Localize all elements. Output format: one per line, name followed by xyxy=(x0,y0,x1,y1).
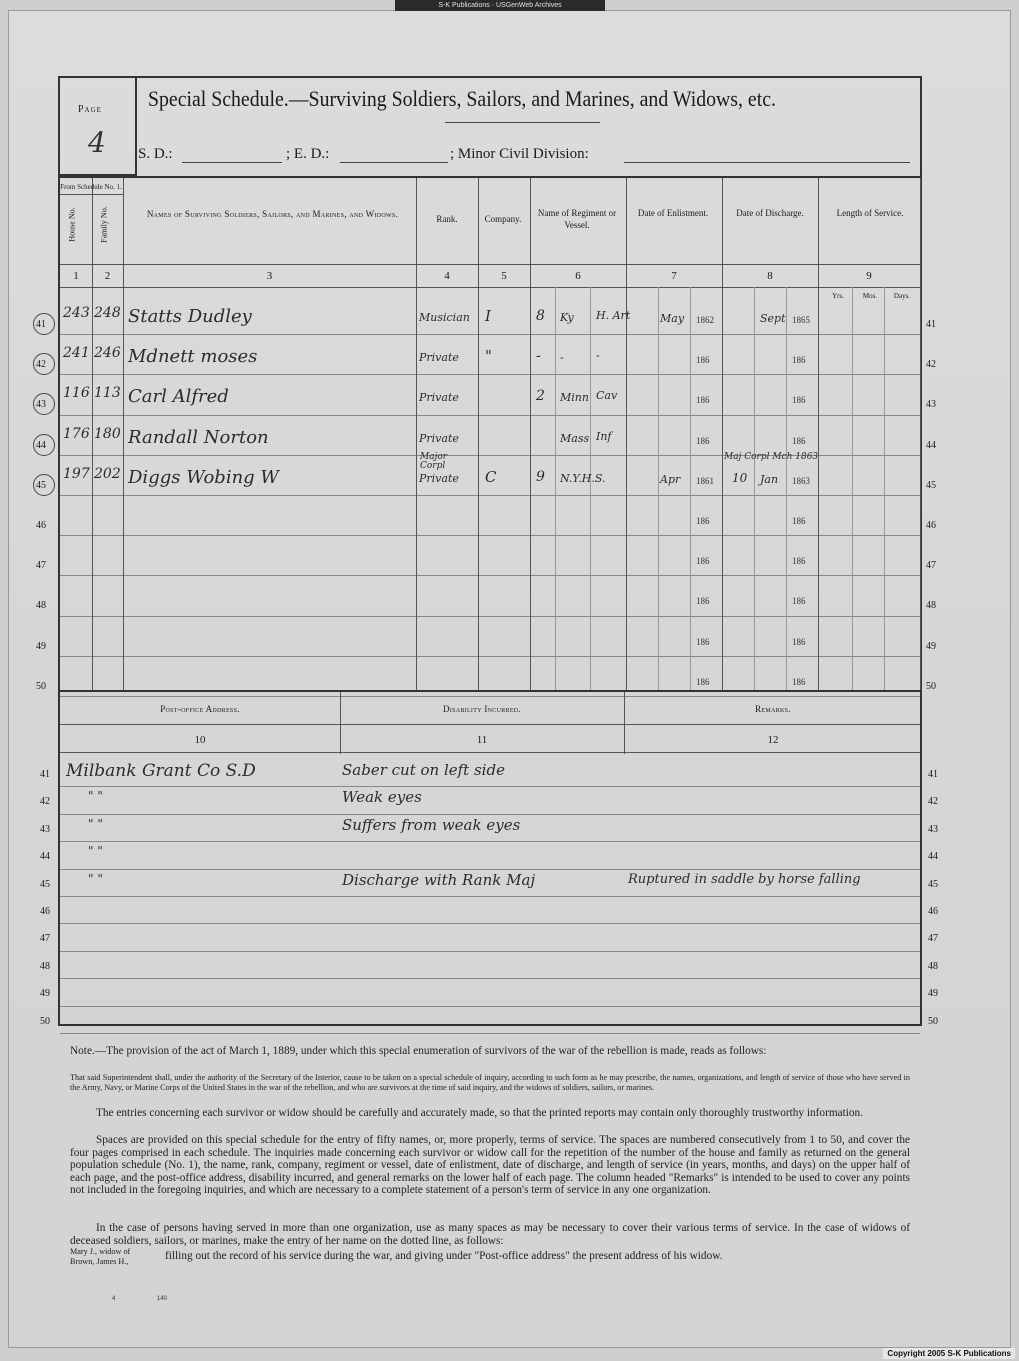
row-number-left: 42 xyxy=(36,359,46,370)
upper-column-rule xyxy=(416,178,417,690)
col-num-10: 10 xyxy=(194,734,206,746)
enlistment-year: 186 xyxy=(696,436,710,446)
regiment-number: - xyxy=(536,348,541,364)
lower-column-rule xyxy=(624,692,625,754)
upper-column-rule xyxy=(530,178,531,690)
lower-row-number-right: 45 xyxy=(928,879,938,890)
lower-row-number-left: 46 xyxy=(40,906,50,917)
discharge-month: Jan xyxy=(760,473,779,486)
lower-row-number-left: 45 xyxy=(40,879,50,890)
postoffice-address: Milbank Grant Co S.D xyxy=(66,761,256,781)
title-rule xyxy=(445,122,600,123)
note-paragraph-1: Note.—The provision of the act of March 1, 1889, under which this special enumeration of survivors of the war of the rebellion is made, reads as follows: xyxy=(70,1045,767,1057)
rank: Private xyxy=(419,351,459,364)
lower-row-rule xyxy=(60,786,920,787)
house-number: 116 xyxy=(63,385,90,401)
footer-left: 4 xyxy=(112,1296,116,1302)
mcd-label: ; Minor Civil Division: xyxy=(450,146,589,162)
company: " xyxy=(485,347,492,365)
upper-sub-rule xyxy=(754,287,755,690)
discharge-year: 186 xyxy=(792,596,806,606)
soldier-name: Carl Alfred xyxy=(128,386,229,407)
discharge-month: Sept xyxy=(760,312,786,325)
lower-row-number-right: 43 xyxy=(928,824,938,835)
enlistment-year: 186 xyxy=(696,596,710,606)
enlistment-year: 186 xyxy=(696,355,710,365)
note-paragraph-4: Spaces are provided on this special schedule for the entry of fifty names, or, more properly, terms of service. The spaces are numbered consecutively from 1 to 50, and cover the four pages comprised in each schedule. The inquiries made concerning each survivor or widow call for the repetition of the number of the house and family as returned on the general population schedule (No. 1), the name, rank, company, regiment or vessel, date of enlistment, date of discharge, and length of service (in years, months, and days) on the upper half of each page, and the post-office address, disability incurred, and general remarks on the lower half of each page. The column headed "Remarks" is intended to be used to cover any points not included in the foregoing inquiries, and which are necessary to a complete statement of a person's term of service in any one organization. xyxy=(70,1134,910,1197)
ed-blank xyxy=(340,162,448,163)
rank-note: Major Corpl xyxy=(420,452,448,471)
archive-banner: S-K Publications · USGenWeb Archives xyxy=(395,0,605,11)
enlistment-header: Date of Enlistment. xyxy=(637,208,709,218)
regiment-state: Minn xyxy=(560,391,589,404)
yrs-header: Yrs. xyxy=(832,292,844,300)
row-number-left: 49 xyxy=(36,641,46,652)
regiment-state: N.Y.H.S. xyxy=(560,472,606,485)
rank: Musician xyxy=(419,311,470,324)
row-circle-mark xyxy=(33,393,55,415)
col-num-9: 9 xyxy=(866,270,872,282)
upper-column-rule xyxy=(626,178,627,690)
upper-sub-rule xyxy=(555,287,556,690)
discharge-day: 10 xyxy=(732,471,748,485)
rank-header: Rank. xyxy=(436,214,458,224)
upper-row-rule xyxy=(60,696,920,697)
lower-row-number-left: 49 xyxy=(40,988,50,999)
ed-label: ; E. D.: xyxy=(286,146,330,162)
regiment-state: - xyxy=(560,351,564,364)
lower-row-number-right: 49 xyxy=(928,988,938,999)
postoffice-address: " " xyxy=(88,872,103,886)
soldier-name: Mdnett moses xyxy=(128,346,258,367)
discharge-year: 186 xyxy=(792,436,806,446)
lower-row-rule xyxy=(60,1033,920,1034)
row-number-left: 45 xyxy=(36,480,46,491)
upper-column-rule xyxy=(722,178,723,690)
lower-column-rule xyxy=(340,692,341,754)
lower-row-number-left: 41 xyxy=(40,769,50,780)
disability-incurred: Suffers from weak eyes xyxy=(342,816,521,834)
soldier-name: Randall Norton xyxy=(128,427,269,448)
upper-row-rule xyxy=(60,535,920,536)
rank: Private xyxy=(419,472,459,485)
row-number-left: 47 xyxy=(36,560,46,571)
house-number: 241 xyxy=(63,345,90,361)
row-circle-mark xyxy=(33,434,55,456)
family-no-header: Family No. xyxy=(99,206,109,243)
enlistment-month: Apr xyxy=(660,473,681,486)
postoffice-header: Post-office Address. xyxy=(160,704,240,714)
upper-sub-rule xyxy=(884,287,885,690)
note-paragraph-3: The entries concerning each survivor or widow should be carefully and accurately made, so that the printed reports may contain only thoroughly trustworthy information. xyxy=(96,1107,864,1119)
discharge-year: 1863 xyxy=(792,476,810,486)
soldier-name: Diggs Wobing W xyxy=(128,467,279,488)
row-circle-mark xyxy=(33,313,55,335)
note-example-2: Brown, James H., xyxy=(70,1257,129,1266)
lower-row-number-left: 50 xyxy=(40,1016,50,1027)
postoffice-address: " " xyxy=(88,844,103,858)
row-number-right: 49 xyxy=(926,641,936,652)
lower-head-rule xyxy=(60,724,920,725)
upper-sub-rule xyxy=(658,287,659,690)
regiment-header: Name of Regiment or Vessel. xyxy=(537,208,617,230)
upper-column-rule xyxy=(92,178,93,690)
discharge-year: 186 xyxy=(792,556,806,566)
note-paragraph-2: That said Superintendent shall, under the authority of the Secretary of the Interior, cause to be taken on a special schedule of inquiry, according to such form as he may prescribe, the names, organizations, and length of service of those who have served in the Army, Navy, or Marine Corps of the United States in the war of the rebellion, and who are survivors at the time of said inquiry, and the widows of soldiers, sailors, or marines. xyxy=(70,1073,910,1092)
family-number: 113 xyxy=(94,385,121,401)
mos-header: Mos. xyxy=(862,292,878,300)
days-header: Days. xyxy=(893,292,911,300)
row-number-left: 41 xyxy=(36,319,46,330)
row-number-right: 43 xyxy=(926,399,936,410)
enlistment-year: 186 xyxy=(696,395,710,405)
row-number-right: 47 xyxy=(926,560,936,571)
col-num-2: 2 xyxy=(104,270,111,282)
names-header: Names of Surviving Soldiers, Sailors, and Marines, and Widows. xyxy=(146,209,399,219)
upper-row-rule xyxy=(60,575,920,576)
col-num-6: 6 xyxy=(575,270,581,282)
lower-row-number-right: 44 xyxy=(928,851,938,862)
col-num-12: 12 xyxy=(767,734,779,746)
discharge-year: 1865 xyxy=(792,315,810,325)
enlistment-year: 186 xyxy=(696,516,710,526)
discharge-year: 186 xyxy=(792,677,806,687)
upper-column-rule xyxy=(818,178,819,690)
lower-row-rule xyxy=(60,814,920,815)
regiment-branch: - xyxy=(596,349,600,362)
discharge-year: 186 xyxy=(792,355,806,365)
row-number-right: 48 xyxy=(926,600,936,611)
col-num-5: 5 xyxy=(501,270,507,282)
family-number: 248 xyxy=(94,305,121,321)
enlistment-month: May xyxy=(660,312,685,325)
house-number: 176 xyxy=(63,426,90,442)
discharge-year: 186 xyxy=(792,637,806,647)
remarks-header: Remarks. xyxy=(755,704,791,714)
row-number-left: 46 xyxy=(36,520,46,531)
family-number: 202 xyxy=(94,466,121,482)
header-top-rule xyxy=(137,176,920,178)
disability-incurred: Saber cut on left side xyxy=(342,761,505,779)
col-num-4: 4 xyxy=(444,270,450,282)
upper-column-rule xyxy=(478,178,479,690)
enlistment-year: 186 xyxy=(696,677,710,687)
company-header: Company. xyxy=(484,214,522,224)
upper-sub-rule xyxy=(852,287,853,690)
family-number: 246 xyxy=(94,345,121,361)
copyright-notice: Copyright 2005 S-K Publications xyxy=(883,1348,1015,1359)
row-number-right: 44 xyxy=(926,440,936,451)
lower-row-rule xyxy=(60,841,920,842)
upper-row-rule xyxy=(60,374,920,375)
lower-row-rule xyxy=(60,951,920,952)
mcd-blank xyxy=(624,162,910,163)
house-number: 197 xyxy=(63,466,90,482)
row-circle-mark xyxy=(33,474,55,496)
lower-row-number-right: 42 xyxy=(928,796,938,807)
lower-row-rule xyxy=(60,923,920,924)
disability-header: Disability Incurred. xyxy=(443,704,521,714)
row-number-left: 48 xyxy=(36,600,46,611)
discharge-year: 186 xyxy=(792,395,806,405)
lower-row-number-left: 44 xyxy=(40,851,50,862)
row-number-right: 50 xyxy=(926,681,936,692)
lower-row-number-right: 48 xyxy=(928,961,938,972)
postoffice-address: " " xyxy=(88,789,103,803)
row-circle-mark xyxy=(33,353,55,375)
regiment-number: 8 xyxy=(536,308,545,324)
row-number-right: 46 xyxy=(926,520,936,531)
length-header: Length of Service. xyxy=(836,208,904,218)
rank: Private xyxy=(419,391,459,404)
col-num-3: 3 xyxy=(266,270,273,282)
col-num-8: 8 xyxy=(767,270,773,282)
lower-row-number-left: 43 xyxy=(40,824,50,835)
page-title: Special Schedule.—Surviving Soldiers, Sailors, and Marines, and Widows, etc. xyxy=(148,86,776,111)
regiment-state: Ky xyxy=(560,311,574,324)
discharge-year: 186 xyxy=(792,516,806,526)
upper-bottom-rule xyxy=(60,690,920,692)
col-num-1: 1 xyxy=(73,270,79,282)
upper-row-rule xyxy=(60,656,920,657)
regiment-branch: H. Art xyxy=(596,309,631,322)
col-num-7: 7 xyxy=(671,270,677,282)
row-number-left: 43 xyxy=(36,399,46,410)
enlistment-year: 1861 xyxy=(696,476,714,486)
lower-row-number-right: 41 xyxy=(928,769,938,780)
house-number: 243 xyxy=(63,305,90,321)
from-schedule-header: From Schedule No. 1. xyxy=(60,183,122,191)
lower-row-rule xyxy=(60,896,920,897)
row-number-right: 42 xyxy=(926,359,936,370)
upper-sub-rule xyxy=(786,287,787,690)
upper-row-rule xyxy=(60,415,920,416)
disability-incurred: Weak eyes xyxy=(342,788,422,806)
enlistment-year: 186 xyxy=(696,556,710,566)
lower-row-number-right: 46 xyxy=(928,906,938,917)
note-example-1: Mary J., widow of xyxy=(70,1247,131,1256)
discharge-header: Date of Discharge. xyxy=(736,208,804,218)
page-label: Page xyxy=(78,104,102,115)
column-num-rule xyxy=(60,287,920,288)
sd-label: S. D.: xyxy=(138,146,173,162)
column-head-rule xyxy=(60,264,920,265)
regiment-number: 9 xyxy=(536,469,545,485)
soldier-name: Statts Dudley xyxy=(128,306,252,327)
row-number-right: 41 xyxy=(926,319,936,330)
row-number-right: 45 xyxy=(926,480,936,491)
sd-blank xyxy=(182,162,282,163)
family-number: 180 xyxy=(94,426,121,442)
lower-bottom-rule xyxy=(60,1024,920,1026)
regiment-branch: Cav xyxy=(596,389,618,402)
regiment-branch: Inf xyxy=(596,430,612,443)
remarks: Ruptured in saddle by horse falling xyxy=(628,872,861,887)
upper-row-rule xyxy=(60,616,920,617)
row-number-left: 50 xyxy=(36,681,46,692)
col-num-11: 11 xyxy=(476,734,488,746)
disability-incurred: Discharge with Rank Maj xyxy=(342,871,536,889)
enlistment-year: 186 xyxy=(696,637,710,647)
lower-row-rule xyxy=(60,1006,920,1007)
footer-mid: 140 xyxy=(157,1296,168,1302)
discharge-note: Maj Corpl Mch 1863 xyxy=(724,452,819,462)
company: C xyxy=(485,468,497,486)
upper-column-rule xyxy=(920,178,921,690)
row-number-left: 44 xyxy=(36,440,46,451)
page-box-bottom xyxy=(60,176,138,178)
note-paragraph-6: filling out the record of his service during the war, and giving under "Post-office address" the present address of his widow. xyxy=(165,1250,723,1262)
upper-sub-rule xyxy=(590,287,591,690)
lower-row-number-left: 48 xyxy=(40,961,50,972)
lower-num-rule xyxy=(60,752,920,753)
upper-row-rule xyxy=(60,495,920,496)
enlistment-year: 1862 xyxy=(696,315,714,325)
company: I xyxy=(485,307,491,325)
upper-column-rule xyxy=(123,178,124,690)
lower-row-number-right: 47 xyxy=(928,933,938,944)
regiment-number: 2 xyxy=(536,388,545,404)
upper-row-rule xyxy=(60,334,920,335)
house-no-header: House No. xyxy=(67,207,77,242)
postoffice-address: " " xyxy=(88,817,103,831)
lower-row-number-left: 42 xyxy=(40,796,50,807)
lower-row-rule xyxy=(60,978,920,979)
regiment-state: Mass xyxy=(560,432,590,445)
lower-row-rule xyxy=(60,869,920,870)
lower-row-number-left: 47 xyxy=(40,933,50,944)
page-number: 4 xyxy=(88,126,106,159)
lower-row-number-right: 50 xyxy=(928,1016,938,1027)
rank: Private xyxy=(419,432,459,445)
note-paragraph-5: In the case of persons having served in more than one organization, use as many spaces as may be necessary to cover their various terms of service. In the case of widows of deceased soldiers, sailors, or marines, make the entry of her name on the dotted line, as follows: xyxy=(70,1222,910,1247)
upper-sub-rule xyxy=(690,287,691,690)
